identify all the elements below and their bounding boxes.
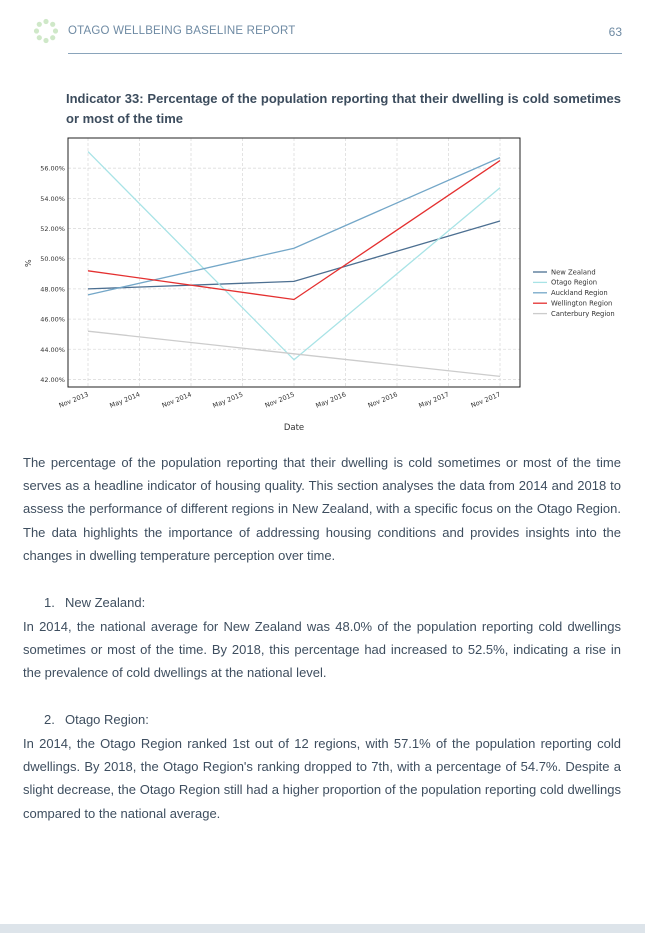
y-tick-label: 48.00%	[40, 285, 65, 294]
chart-legend	[533, 268, 615, 318]
y-tick-label: 44.00%	[40, 345, 65, 354]
legend-label: Wellington Region	[551, 299, 613, 308]
list-item-otago-region	[44, 712, 149, 727]
legend-label: Otago Region	[551, 278, 598, 287]
x-tick-label: Nov 2014	[160, 390, 193, 410]
list-heading: New Zealand:	[65, 595, 146, 610]
y-tick-label: 42.00%	[40, 375, 65, 384]
x-tick-label: May 2017	[417, 390, 451, 410]
list-heading: Otago Region:	[65, 712, 149, 727]
y-axis-ticks	[40, 165, 65, 384]
x-tick-label: May 2016	[314, 390, 348, 410]
x-tick-label: May 2015	[211, 390, 245, 410]
page-number: 63	[608, 25, 622, 39]
header-divider	[68, 53, 622, 54]
report-logo-icon	[33, 18, 59, 44]
x-axis-label: Date	[283, 423, 305, 433]
legend-label: Canterbury Region	[551, 309, 615, 318]
indicator-title: Indicator 33: Percentage of the population reporting that their dwelling is cold sometimes or most of the time	[66, 91, 621, 126]
list-number: 2.	[44, 712, 55, 727]
x-tick-label: Nov 2013	[57, 390, 90, 410]
chart-grid	[68, 138, 520, 387]
y-tick-label: 54.00%	[40, 194, 65, 203]
y-tick-label: 46.00%	[40, 315, 65, 324]
y-axis-label: %	[24, 259, 33, 267]
y-tick-label: 56.00%	[40, 164, 65, 173]
legend-label: Auckland Region	[551, 289, 608, 298]
legend-label: New Zealand	[551, 268, 596, 277]
footer-bar	[0, 924, 645, 933]
header-title: OTAGO WELLBEING BASELINE REPORT	[68, 25, 296, 37]
otago-region-paragraph: In 2014, the Otago Region ranked 1st out of 12 regions, with 57.1% of the population reporting cold dwellings. By 2018, the Otago Region's ranking dropped to 7th, with a percentage of 54.7%. Despite a slight decrease, the Otago Region still had a higher proportion of the population reporting cold dwellings compared to the national average.	[23, 736, 621, 821]
list-item-new-zealand	[44, 595, 145, 610]
x-axis-ticks	[58, 390, 502, 409]
list-number: 1.	[44, 595, 55, 610]
x-tick-label: Nov 2017	[469, 390, 502, 410]
intro-paragraph: The percentage of the population reporting that their dwelling is cold sometimes or most of the time serves as a headline indicator of housing quality. This section analyses the data from 2014 and 2018 to assess the performance of different regions in New Zealand, with a specific focus on the Otago Region. The data highlights the importance of addressing housing conditions and provides insights into the changes in dwelling temperature perception over time.	[23, 455, 621, 563]
x-tick-label: Nov 2016	[366, 390, 399, 410]
y-tick-label: 50.00%	[40, 255, 65, 264]
y-tick-label: 52.00%	[40, 225, 65, 234]
new-zealand-paragraph: In 2014, the national average for New Zealand was 48.0% of the population reporting cold dwellings sometimes or most of the time. By 2018, this percentage had increased to 52.5%, indicating a rise in the prevalence of cold dwellings at the national level.	[23, 619, 621, 681]
x-tick-label: May 2014	[108, 390, 142, 410]
line-chart	[0, 130, 645, 435]
x-tick-label: Nov 2015	[263, 390, 296, 410]
